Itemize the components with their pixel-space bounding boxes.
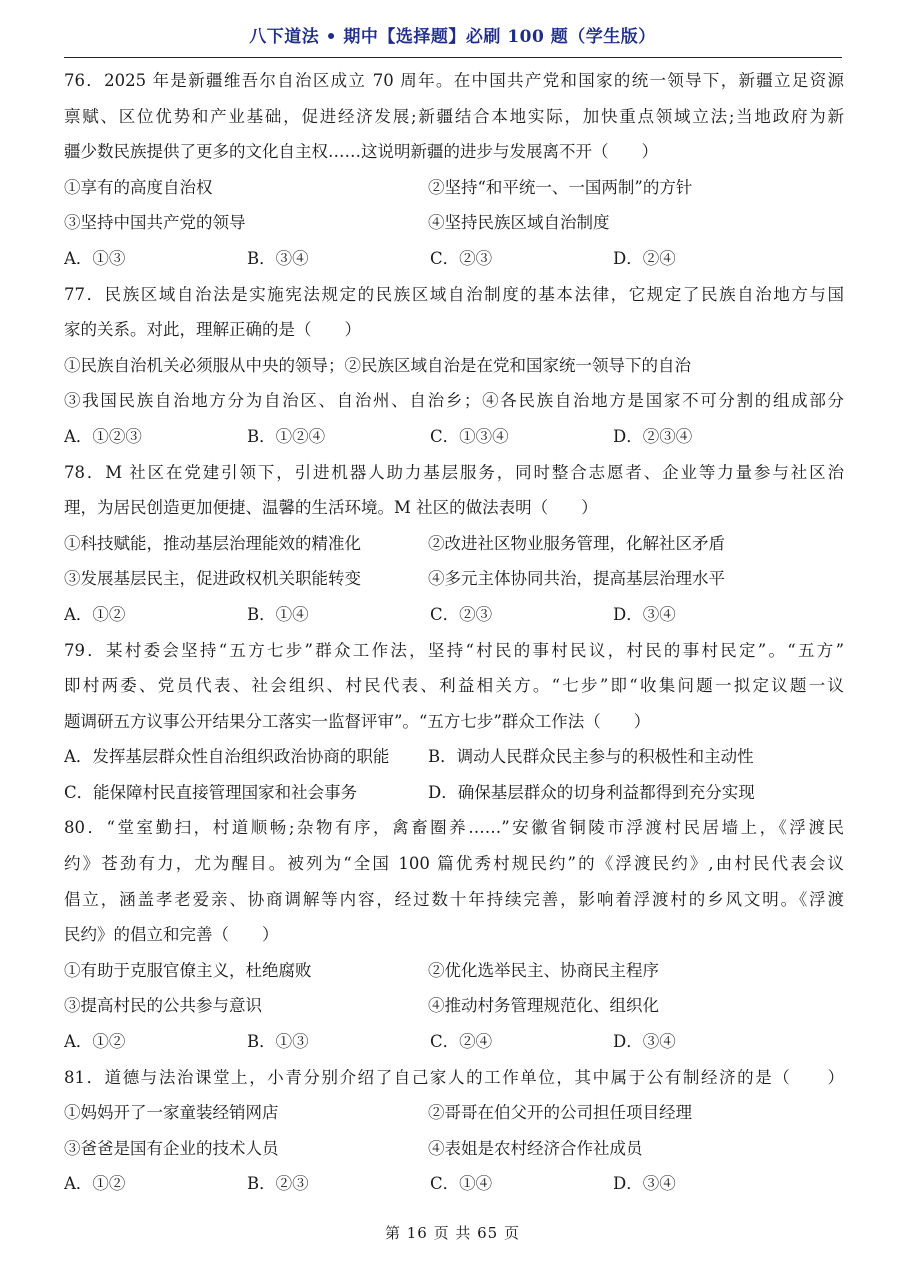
answer-option-b: B．①③ (247, 1032, 309, 1052)
answer-options (64, 1024, 844, 1060)
statement-item: ③发展基层民主，促进政权机关职能转变 (64, 569, 361, 589)
answer-option-d: D．③④ (613, 1032, 676, 1052)
statement-item: ③坚持中国共产党的领导 (64, 213, 246, 233)
question-stem-line: 约》苍劲有力，尤为醒目。被列为“全国 100 篇优秀村规民约”的《浮渡民约》,由村民代表会议 (64, 854, 844, 874)
answer-option-a: A．①② (64, 604, 126, 624)
answer-option-c: C．①④ (430, 1174, 493, 1194)
statement-row (64, 170, 844, 206)
question-78 (64, 455, 844, 633)
answer-options-row (64, 739, 844, 775)
question-stem-line: 题调研五方议事公开结果分工落实一监督评审”。“五方七步”群众工作法（ ） (64, 711, 651, 731)
statement-item: ④多元主体协同共治，提高基层治理水平 (428, 569, 725, 589)
answer-option-d: D．②④ (613, 248, 676, 268)
question-76 (64, 63, 844, 277)
question-stem-line: 民约》的倡立和完善（ ） (64, 925, 279, 945)
answer-option-a: A．①② (64, 1032, 126, 1052)
statement-row (64, 1131, 844, 1167)
answer-option-d: D．②③④ (613, 426, 693, 446)
answer-option-d: D．③④ (613, 604, 676, 624)
statement-item: ②哥哥在伯父开的公司担任项目经理 (428, 1103, 692, 1123)
answer-option-a: A．①②③ (64, 426, 142, 446)
answer-options-row (64, 775, 844, 811)
question-stem-line: 78．M 社区在党建引领下，引进机器人助力基层服务，同时整合志愿者、企业等力量参与社区治 (64, 462, 844, 482)
question-stem-line: 80．“堂室勤扫，村道顺畅;杂物有序，禽畜圈养……”安徽省铜陵市浮渡村民居墙上，《浮渡民 (64, 818, 844, 838)
answer-option-c: C．②④ (430, 1032, 493, 1052)
answer-options (64, 241, 844, 277)
page-number-footer: 第 16 页 共 65 页 (384, 1224, 520, 1242)
statement-item: ②改进社区物业服务管理，化解社区矛盾 (428, 533, 725, 553)
statement-item: ①科技赋能，推动基层治理能效的精准化 (64, 533, 361, 553)
answer-option-d: D．确保基层群众的切身利益都得到充分实现 (428, 782, 755, 802)
question-list (64, 63, 844, 1202)
answer-options (64, 419, 844, 455)
question-79 (64, 633, 844, 811)
answer-option-c: C．①③④ (430, 426, 509, 446)
statement-line: ③我国民族自治地方分为自治区、自治州、自治乡；④各民族自治地方是国家不可分割的组成部分 (64, 391, 844, 411)
question-stem-line: 家的关系。对此，理解正确的是（ ） (64, 320, 361, 340)
answer-option-b: B．①②④ (247, 426, 326, 446)
question-stem-line: 76．2025 年是新疆维吾尔自治区成立 70 周年。在中国共产党和国家的统一领导下，新疆立足资源 (64, 71, 844, 90)
question-stem-line: 79．某村委会坚持“五方七步”群众工作法，坚持“村民的事村民议，村民的事村民定”。“五方” (64, 640, 844, 660)
statement-row (64, 205, 844, 241)
answer-option-c: C．②③ (430, 248, 493, 268)
statement-item: ③爸爸是国有企业的技术人员 (64, 1138, 279, 1158)
page-header: 八下道法 • 期中【选择题】必刷 100 题（学生版） (249, 27, 656, 47)
question-stem-line: 禀赋、区位优势和产业基础，促进经济发展;新疆结合本地实际，加快重点领域立法;当地政府为新 (64, 106, 844, 126)
statement-item: ①享有的高度自治权 (64, 177, 213, 197)
answer-option-a: A．①② (64, 1174, 126, 1194)
answer-option-a: A．发挥基层群众性自治组织政治协商的职能 (64, 747, 390, 767)
statement-item: ②优化选举民主、协商民主程序 (428, 960, 659, 980)
statement-item: ①妈妈开了一家童装经销网店 (64, 1103, 279, 1123)
statement-item: ②坚持“和平统一、一国两制”的方针 (428, 177, 693, 197)
question-77 (64, 277, 844, 455)
statement-row (64, 526, 844, 562)
answer-option-d: D．③④ (613, 1174, 676, 1194)
statement-line: ①民族自治机关必须服从中央的领导；②民族区域自治是在党和国家统一领导下的自治 (64, 355, 691, 375)
answer-option-b: B．①④ (247, 604, 309, 624)
statement-item: ④表姐是农村经济合作社成员 (428, 1138, 643, 1158)
answer-options (64, 1166, 844, 1202)
answer-options (64, 597, 844, 633)
answer-option-b: B．②③ (247, 1174, 309, 1194)
statement-item: ④坚持民族区域自治制度 (428, 213, 610, 233)
statement-row (64, 988, 844, 1024)
question-stem-line: 倡立，涵盖孝老爱亲、协商调解等内容，经过数十年持续完善，影响着浮渡村的乡风文明。《浮渡 (64, 889, 844, 909)
statement-row (64, 953, 844, 989)
question-stem-line: 理，为居民创造更加便捷、温馨的生活环境。M 社区的做法表明（ ） (64, 498, 598, 518)
answer-option-b: B．③④ (247, 248, 309, 268)
question-stem-line: 即村两委、党员代表、社会组织、村民代表、利益相关方。“七步”即“收集问题一拟定议题一议 (64, 676, 844, 696)
answer-option-c: C．②③ (430, 604, 493, 624)
statement-item: ①有助于克服官僚主义，杜绝腐败 (64, 960, 312, 980)
answer-option-a: A．①③ (64, 248, 126, 268)
question-stem-line: 81．道德与法治课堂上，小青分别介绍了自己家人的工作单位，其中属于公有制经济的是（ ） (64, 1067, 844, 1087)
question-stem-line: 77．民族区域自治法是实施宪法规定的民族区域自治制度的基本法律，它规定了民族自治地方与国 (64, 284, 844, 304)
answer-option-c: C．能保障村民直接管理国家和社会事务 (64, 782, 358, 802)
question-80 (64, 810, 844, 1059)
header-divider (64, 57, 842, 58)
statement-item: ③提高村民的公共参与意识 (64, 996, 262, 1016)
statement-item: ④推动村务管理规范化、组织化 (428, 996, 659, 1016)
question-81 (64, 1060, 844, 1202)
statement-row (64, 1095, 844, 1131)
answer-option-b: B．调动人民群众民主参与的积极性和主动性 (428, 747, 754, 767)
question-stem-line: 疆少数民族提供了更多的文化自主权……这说明新疆的进步与发展离不开（ ） (64, 142, 658, 162)
statement-row (64, 561, 844, 597)
